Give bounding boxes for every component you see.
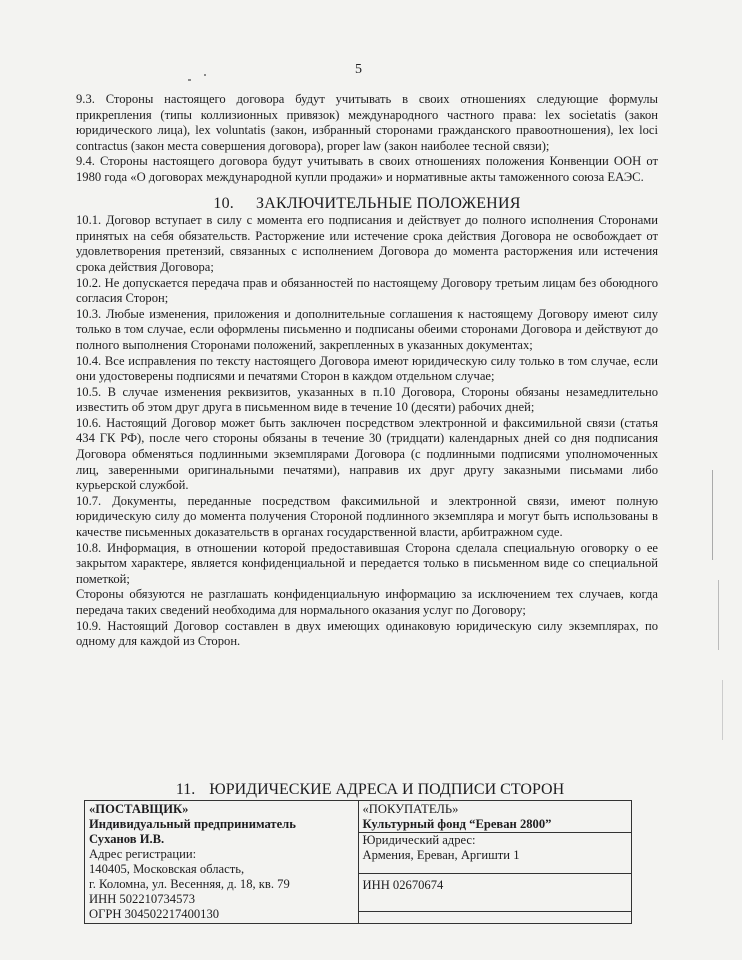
buyer-address-line1: Армения, Ереван, Аргишти 1 — [359, 848, 632, 874]
scan-speck — [188, 79, 191, 81]
clause-9-3: 9.3. Стороны настоящего договора будут учитывать в своих отношениях следующие формулы прикрепления (типы коллизионных привязок) международного частного права: lex societatis (закон юридического лица), lex voluntatis (закон, избранный сторонами гражданского правоотношения), lex loci contractus (закон места совершения договора), proper law (закон наиболее тесной связи); — [76, 92, 658, 153]
supplier-ogrn: ОГРН 304502217400130 — [89, 907, 220, 921]
supplier-address-label: Адрес регистрации: — [89, 847, 197, 861]
margin-stamp-marks — [712, 450, 734, 810]
clause-10-7: 10.7. Документы, переданные посредством факсимильной и электронной связи, имеют полную юридическую силу до момента получения Стороной подлинного экземпляра и могут быть использованы в качестве письменных доказательств в органах государственной власти, арбитражном суде. — [76, 493, 658, 540]
buyer-cell — [358, 801, 632, 924]
scan-speck — [204, 74, 206, 76]
clause-10-1: 10.1. Договор вступает в силу с момента его подписания и действует до полного исполнения Сторонами принятых на себя обязательств. Расторжение или истечение срока действия Договора не освобождает от удовлетворения претензий, связанных с исполнением Договора до момента расторжения или истечения срока действия Договора; — [76, 213, 658, 274]
clause-10-9: 10.9. Настоящий Договор составлен в двух имеющих одинаковую юридическую силу экземплярах, по одному для каждой из Сторон. — [76, 618, 658, 649]
clause-9-4: 9.4. Стороны настоящего договора будут учитывать в своих отношениях положения Конвенции ООН от 1980 года «О договорах международной купли продажи» и нормативные акты таможенного союза ЕАЭС. — [76, 154, 658, 184]
buyer-inn: ИНН 02670674 — [359, 874, 632, 912]
section-10-number: 10. — [213, 194, 235, 212]
supplier-address-line1: 140405, Московская область, — [89, 862, 245, 876]
supplier-name: Суханов И.В. — [89, 832, 165, 846]
supplier-type: Индивидуальный предприниматель — [89, 817, 296, 831]
section-10-title: ЗАКЛЮЧИТЕЛЬНЫЕ ПОЛОЖЕНИЯ — [256, 194, 521, 212]
page-number: 5 — [355, 62, 362, 77]
buyer-address-label: Юридический адрес: — [362, 833, 476, 847]
signature-table — [84, 800, 632, 924]
buyer-role: «ПОКУПАТЕЛЬ» — [362, 802, 459, 816]
section-10-heading — [76, 196, 658, 212]
supplier-cell — [85, 801, 359, 924]
clause-10-4: 10.4. Все исправления по тексту настоящего Договора имеют юридическую силу только в том случае, если они удостоверены подписями и печатями Сторон в каждом отдельном случае; — [76, 353, 658, 384]
buyer-name: Культурный фонд “Ереван 2800” — [359, 817, 632, 833]
clause-10-5: 10.5. В случае изменения реквизитов, указанных в п.10 Договора, Стороны обязаны незамедлительно известить об этом друг друга в письменном виде в течение 10 (десяти) рабочих дней; — [76, 384, 658, 415]
contract-body — [76, 92, 658, 650]
section-11-title: ЮРИДИЧЕСКИЕ АДРЕСА И ПОДПИСИ СТОРОН — [209, 781, 565, 798]
supplier-inn: ИНН 502210734573 — [89, 892, 195, 906]
clause-10-6: 10.6. Настоящий Договор может быть заключен посредством электронной и факсимильной связи (статья 434 ГК РФ), после чего стороны обязаны в течение 30 (тридцати) календарных дней со дня подписания Договора обменяться подлинными экземплярами Договора (с подлинными подписями уполномоченных лиц, заверенными оригинальными печатями), направив их друг другу заказными письмами либо курьерской службой. — [76, 415, 658, 493]
clause-10-2: 10.2. Не допускается передача прав и обязанностей по настоящему Договору третьим лицам без обоюдного согласия Сторон; — [76, 275, 658, 306]
section-11-heading — [100, 781, 640, 799]
supplier-address-line2: г. Коломна, ул. Весенняя, д. 18, кв. 79 — [89, 877, 290, 891]
section-11-number: 11. — [175, 781, 196, 798]
clause-10-8: 10.8. Информация, в отношении которой предоставившая Сторона сделала специальную оговорку о ее закрытом характере, является конфиденциальной и передается только в письменном виде со специальной пометкой; — [76, 540, 658, 586]
clause-10-3: 10.3. Любые изменения, приложения и дополнительные соглашения к настоящему Договору имеют силу только в том случае, если оформлены письменно и подписаны обеими сторонами Договора и действуют до полного выполнения Сторонами положений, закрепленных в указанных документах; — [76, 306, 658, 352]
clause-10-8-confidential: Стороны обязуются не разглашать конфиденциальную информацию за исключением тех случаев, когда передача таких сведений необходима для нормального оказания услуг по Договору; — [76, 587, 658, 617]
supplier-role: «ПОСТАВЩИК» — [89, 802, 189, 816]
